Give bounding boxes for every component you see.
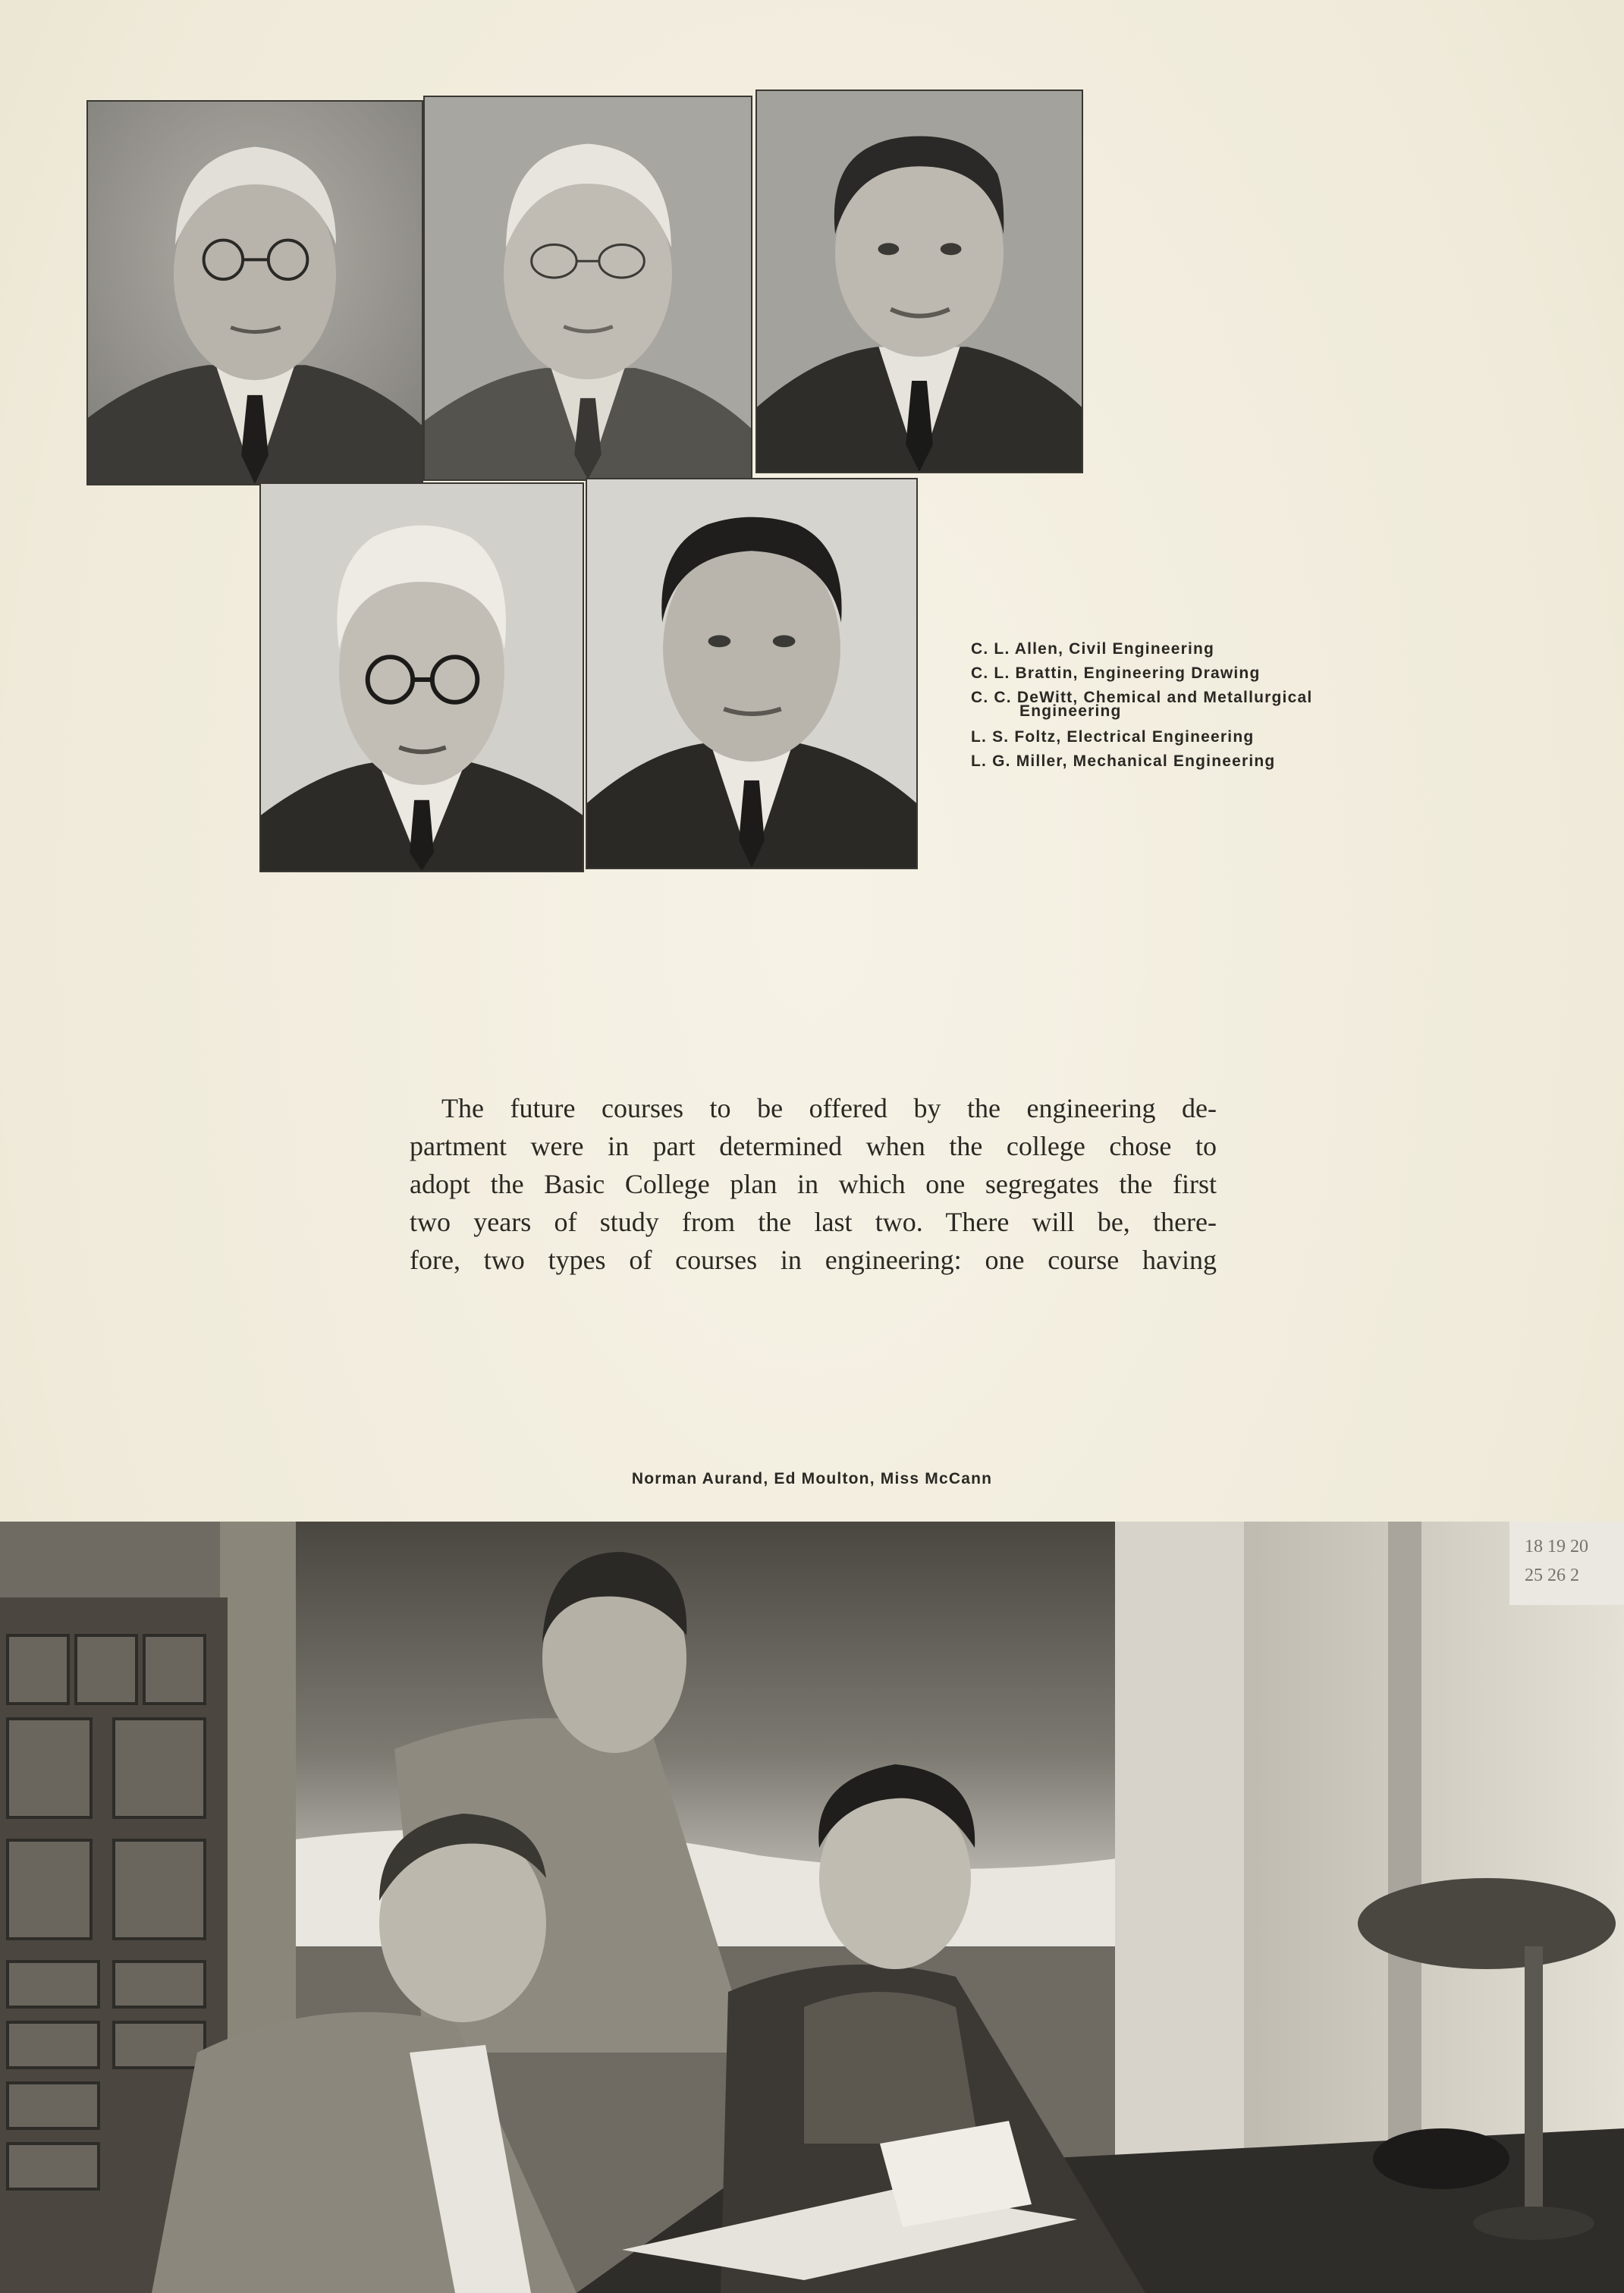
portrait-photo-2: [423, 96, 752, 481]
portrait-photo-3: [755, 90, 1083, 473]
faculty-caption-3-continuation: Engineering: [1019, 702, 1122, 720]
faculty-caption-2: C. L. Brattin, Engineering Drawing: [971, 664, 1261, 682]
faculty-caption-4: L. S. Foltz, Electrical Engineering: [971, 728, 1255, 746]
calendar-row-1: 18 19 20: [1525, 1537, 1588, 1556]
group-photo-caption: Norman Aurand, Ed Moulton, Miss McCann: [631, 1470, 993, 1487]
body-line-5: fore, two types of courses in engineering: one course having: [410, 1245, 1217, 1275]
group-photo: [0, 1522, 1624, 2293]
faculty-caption-5: L. G. Miller, Mechanical Engineering: [971, 752, 1276, 770]
body-paragraph: [410, 1089, 1217, 1279]
faculty-caption-1: C. L. Allen, Civil Engineering: [971, 640, 1215, 658]
body-line-2: partment were in part determined when the college chose to: [410, 1131, 1217, 1161]
body-line-4: two years of study from the last two. There will be, there-: [410, 1207, 1217, 1237]
portrait-photo-1: [86, 100, 423, 485]
faculty-caption-3: C. C. DeWitt, Chemical and Metallurgical: [971, 689, 1313, 706]
portrait-photo-5: [586, 478, 918, 869]
portrait-photo-4: [259, 482, 584, 872]
body-line-3: adopt the Basic College plan in which one segregates the first: [410, 1169, 1217, 1199]
body-line-1: The future courses to be offered by the engineering de-: [441, 1093, 1217, 1123]
faculty-caption-list: [971, 637, 1396, 774]
calendar-row-2: 25 26 2: [1525, 1566, 1579, 1585]
